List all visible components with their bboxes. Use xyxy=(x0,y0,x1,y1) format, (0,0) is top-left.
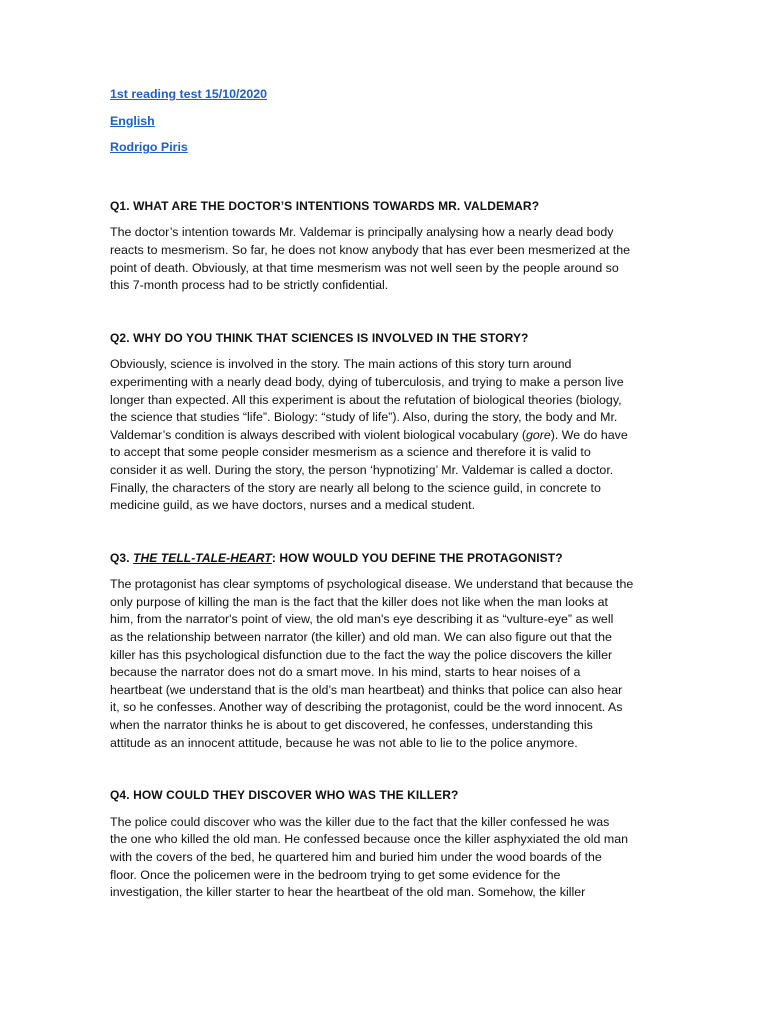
answer-line-part: ). We do have xyxy=(550,427,628,442)
answer-line: heartbeat (we understand that is the old’s man heartbeat) and thinks that police can also hear xyxy=(110,682,623,697)
question-3-rest: : HOW WOULD YOU DEFINE THE PROTAGONIST? xyxy=(271,550,563,565)
answer-line: Finally, the characters of the story are nearly all belong to the science guild, in concrete to xyxy=(110,480,601,495)
answer-line: because the narrator does not do a smart move. In his mind, starts to hear noises of a xyxy=(110,665,581,680)
answer-line: attitude as an innocent attitude, because he was not able to lie to the police anymore. xyxy=(110,735,578,750)
question-3-answer xyxy=(110,576,658,752)
answer-line: The police could discover who was the killer due to the fact that the killer confessed he was xyxy=(110,814,610,829)
question-3-story-title: THE TELL-TALE-HEART xyxy=(133,550,272,565)
answer-line: medicine guild, as we have doctors, nurses and a medical student. xyxy=(110,498,476,513)
document-body xyxy=(110,86,658,902)
header-link-test-date[interactable]: 1st reading test 15/10/2020 xyxy=(110,87,268,101)
answer-line: consider it as well. During the story, the person ‘hypnotizing’ Mr. Valdemar is called a doctor. xyxy=(110,462,614,477)
answer-line: this 7-month process had to be strictly confidential. xyxy=(110,278,389,293)
answer-line: Obviously, science is involved in the story. The main actions of this story turn around xyxy=(110,357,572,372)
header-link-author[interactable]: Rodrigo Piris xyxy=(110,140,188,155)
answer-line: killer has this psychological disfunction due to the fact the way the police discovers the killer xyxy=(110,647,613,662)
question-3-prefix: Q3. xyxy=(110,550,134,565)
question-2-answer xyxy=(110,356,658,514)
answer-line: with the covers of the bed, he quartered him and buried him under the wood boards of the xyxy=(110,850,602,864)
question-4-title: Q4. HOW COULD THEY DISCOVER WHO WAS THE KILLER? xyxy=(110,788,459,803)
answer-line: investigation, the killer starter to hear the heartbeat of the old man. Somehow, the killer xyxy=(110,885,586,900)
answer-line: only purpose of killing the man is the fact that the killer does not like when the man looks at xyxy=(110,594,608,609)
answer-line: it, so he confesses. Another way of describing the protagonist, could be the word innocent. As xyxy=(110,700,623,715)
question-1-title: Q1. WHAT ARE THE DOCTOR’S INTENTIONS TOWARDS MR. VALDEMAR? xyxy=(110,198,540,213)
answer-line: The protagonist has clear symptoms of psychological disease. We understand that because the xyxy=(110,577,634,592)
question-3-title xyxy=(110,550,658,568)
answer-line-with-italic xyxy=(110,427,658,445)
answer-line: as the relationship between narrator (the killer) and old man. We can also figure out that the xyxy=(110,630,612,645)
answer-line: him, from the narrator's point of view, the old man's eye describing it as “vulture-eye” as well xyxy=(110,612,614,627)
question-4-answer xyxy=(110,814,658,902)
question-1-answer xyxy=(110,224,658,294)
answer-line-part: Valdemar’s condition is always described with violent biological vocabulary ( xyxy=(110,427,526,442)
header-link-subject[interactable]: English xyxy=(110,113,155,128)
answer-line: the one who killed the old man. He confessed because once the killer asphyxiated the old man xyxy=(110,832,628,847)
answer-line: longer than expected. All this experiment is about the refutation of biological theories (biology, xyxy=(110,392,622,407)
answer-line: the science that studies “life”. Biology: “study of life”). Also, during the story, the body and Mr. xyxy=(110,410,618,425)
answer-line: experimenting with a nearly dead body, dying of tuberculosis, and trying to make a person live xyxy=(110,374,624,389)
answer-line: floor. Once the policemen were in the bedroom trying to get some evidence for the xyxy=(110,867,561,882)
answer-line: point of death. Obviously, at that time mesmerism was not well seen by the people around so xyxy=(110,260,619,275)
answer-line: The doctor’s intention towards Mr. Valdemar is principally analysing how a nearly dead body xyxy=(110,225,614,240)
answer-line: reacts to mesmerism. So far, he does not know anybody that has ever been mesmerized at the xyxy=(110,242,630,257)
question-2-title: Q2. WHY DO YOU THINK THAT SCIENCES IS INVOLVED IN THE STORY? xyxy=(110,330,529,345)
answer-line: when the narrator thinks he is about to get discovered, he confesses, understanding this xyxy=(110,718,593,733)
answer-line: to accept that some people consider mesmerism as a science and therefore it is valid to xyxy=(110,445,591,460)
italic-word: gore xyxy=(525,427,551,442)
